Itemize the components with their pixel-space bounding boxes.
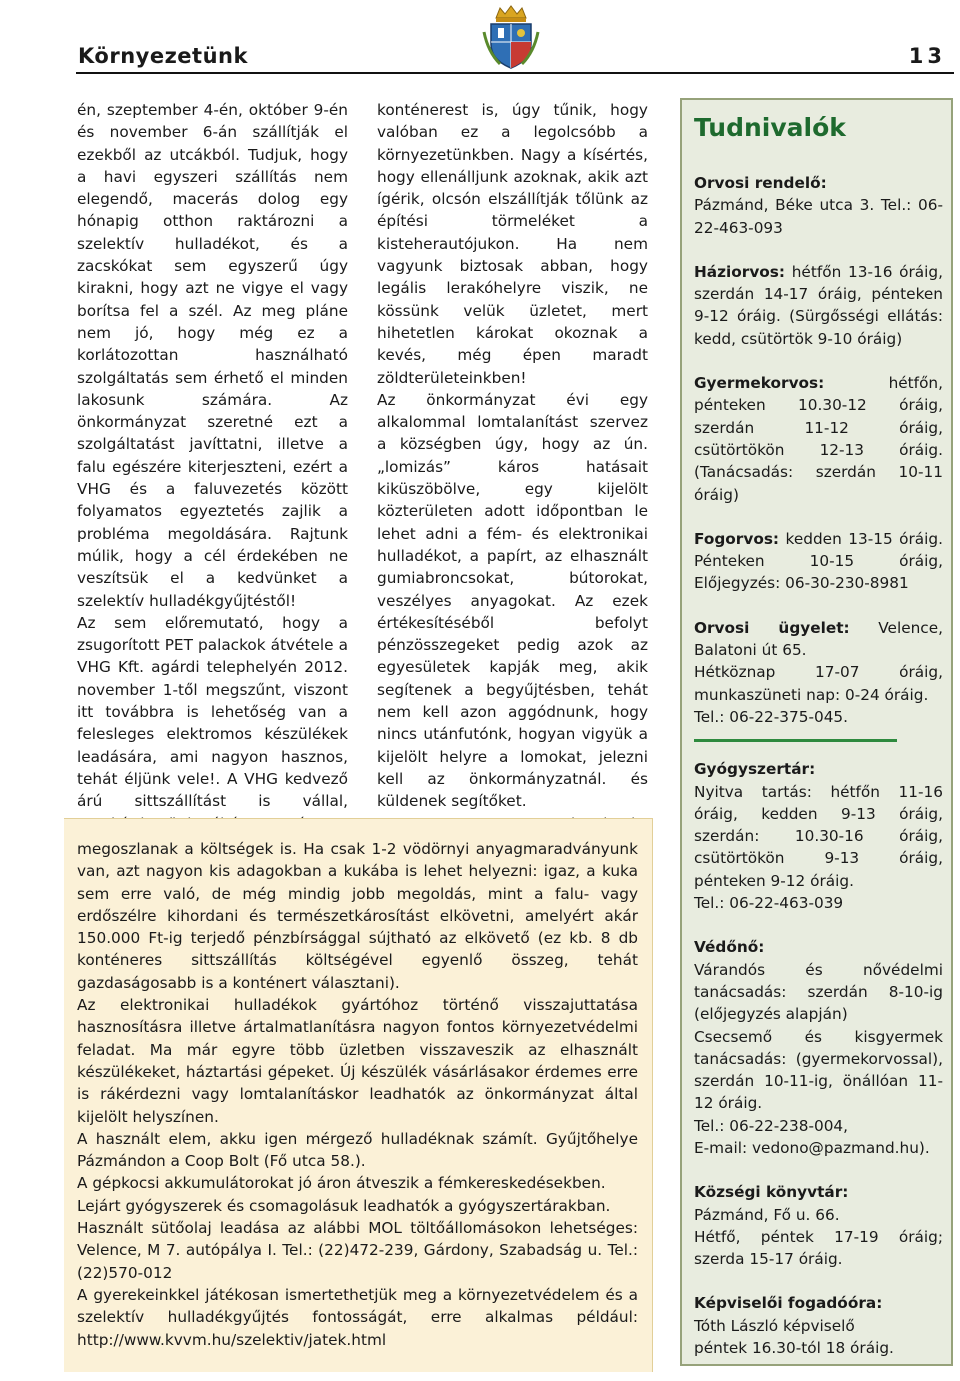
info-entry-dentist bbox=[694, 528, 943, 595]
info-entry-nurse bbox=[694, 936, 943, 1159]
entry-label: Képviselői fogadóóra: bbox=[694, 1294, 883, 1313]
entry-text: E-mail: vedono@pazmand.hu). bbox=[694, 1138, 930, 1157]
sidebar-content bbox=[694, 172, 943, 1381]
info-entry-clinic bbox=[694, 172, 943, 239]
article-paragraph: A gyerekeinkkel játékosan ismertethetjük meg a környezetvédelem és a szelektív hulladékgyűjtés fontosságát, erre alkalmas például: http://www.kvvm.hu/szelektiv/jatek.html bbox=[77, 1285, 638, 1349]
header-rule bbox=[76, 72, 954, 74]
entry-text: Csecsemő és kisgyermek tanácsadás: (gyermekorvossal), szerdán 10-11-ig, önállóan 11-12 óráig. bbox=[694, 1027, 943, 1113]
entry-text: Velence, Balatoni út 65. bbox=[694, 618, 943, 660]
article-paragraph: Az sem előremutató, hogy a zsugorított PET palackok átvétele a VHG Kft. agárdi telephelyén 2012. november 1-től megszűnt, viszont itt továbbra is lehetőség van a felesleges elektromos készülékek leadására, ami nagyon hasznos, tehát éljünk vele!. A VHG kedvező árú sittszállítást is vállal, bbox=[77, 613, 348, 811]
entry-text: Pázmánd, Fő u. 66. bbox=[694, 1205, 840, 1224]
entry-text: kedden 13-15 óráig. Pénteken 10-15 óráig, Előjegyzés: 06-30-230-8981 bbox=[694, 529, 943, 593]
info-entry-gp bbox=[694, 261, 943, 350]
section-title: Környezetünk bbox=[78, 44, 248, 68]
entry-label: Községi könyvtár: bbox=[694, 1183, 849, 1202]
article-paragraph: Az elektronikai hulladékok gyártóhoz történő visszajuttatása hasznosításra illetve ártalmatlanításra nagyon fontos környezetvédelmi feladat. Ma már egyre több üzletben visszaveszik az elhasznált készülékeket, háztartási gépeket. Új készülék vásárlásakor érdemes erre is rákérdezni vagy lomtalanításkor leadhatók az önkormányzat által kijelölt helyszínen. bbox=[77, 996, 638, 1126]
entry-label: Védőnő: bbox=[694, 938, 765, 957]
entry-label: Gyógyszertár: bbox=[694, 760, 816, 779]
info-entry-pediatrician bbox=[694, 372, 943, 506]
entry-label: Gyermekorvos: bbox=[694, 374, 825, 393]
entry-text: Várandós és nővédelmi tanácsadás: szerdán 8-10-ig (előjegyzés alapján) bbox=[694, 960, 943, 1024]
entry-text: hétfőn, pénteken 10.30-12 óráig, szerdán 11-12 óráig, csütörtökön 12-13 óráig. (Tanácsadás: szerdán 10-11 óráig) bbox=[694, 374, 943, 504]
entry-text: Tel.: 06-22-375-045. bbox=[694, 707, 849, 726]
article-paragraph: Használt sütőolaj leadása az alábbi MOL töltőállomásokon lehetséges: Velence, M 7. autópálya I. Tel.: (22)472-239, Gárdony, Szabadság u. Tel.:(22)570-012 bbox=[77, 1219, 638, 1282]
entry-label: Fogorvos: bbox=[694, 529, 780, 548]
entry-label: Orvosi ügyelet: bbox=[694, 618, 850, 637]
article-paragraph: A használt elem, akku igen mérgező hulladéknak számít. Gyűjtőhelye Pázmándon a Coop Bolt (Fő utca 58.). bbox=[77, 1129, 638, 1171]
entry-label: Orvosi rendelő: bbox=[694, 174, 827, 192]
info-entry-library bbox=[694, 1181, 943, 1270]
article-paragraph: Az önkormányzat évi egy alkalommal lomtalanítást szervez a községben úgy, hogy az ún. „lomizás” káros hatásait kiküszöbölve, egy kijelölt közterületen adott időpontban le lehet adni a fém- és elektronikai hulladékot, a papírt, az elhasznált gumiabroncsokat, bútorokat, veszélyes anyagokat. Az ezek értékesítéséből befolyt pénzösszegeket pedig azok az egyesületek kapják meg, akik segítenek a begyűjtésben, tehát nem kell azon aggódnunk, hogy nincs utánfutónk, hogyan vigyük a kijelölt helyre a lomokat, jelezni kell az önkormányzatnál. és küldenek segítőket. bbox=[377, 390, 648, 811]
entry-text: Tel.: 06-22-463-039 bbox=[694, 894, 844, 913]
article-column-1 bbox=[77, 99, 348, 835]
entry-text: Tel.: 06-22-238-004, bbox=[694, 1116, 849, 1135]
continued-article-text bbox=[77, 838, 638, 1351]
entry-text: Hétfő, péntek 17-19 óráig; szerda 15-17 óráig. bbox=[694, 1227, 943, 1269]
entry-text: Hétköznap 17-07 óráig, munkaszüneti nap: 0-24 óráig. bbox=[694, 663, 943, 704]
entry-label: Háziorvos: bbox=[694, 262, 786, 281]
info-sidebar bbox=[680, 98, 953, 1366]
entry-text: Pázmánd, Béke utca 3. Tel.: 06-22-463-093 bbox=[694, 196, 943, 237]
info-entry-office-hours bbox=[694, 1292, 943, 1359]
article-paragraph: megoszlanak a költségek is. Ha csak 1-2 vödörnyi anyagmaradványunk van, azt nagyon kis adagokban a kukába is lehet helyezni: igaz, a kuka sem erre való, de még mindig jobb megoldás, mint a falu- vagy erdőszélre kihordani és természetkárosítást elkövetni, amelyért akár 150.000 Ft-ig terjedő pénzbírsággal sújtható az elkövető (ez kb. 8 db konténeres sittszállítás költségével egyenlő összeg, tehát gazdaságosabb is a konténert választani). bbox=[77, 840, 638, 992]
page-number: 13 bbox=[908, 44, 946, 68]
article-paragraph: konténerest is, úgy tűnik, hogy valóban ez a legolcsóbb a környezetünkben. Nagy a kísértés, hogy ellenálljunk azoknak, akik azt ígérik, olcsón elszállítják tőlünk az építési törmeléket a kisteherautójukon. Ha nem vagyunk biztosak abban, hogy legális lerakóhelyre viszik, ne kössünk velük üzletet, mert hihetetlen károkat okoznak a kevés, még épen maradt zöldterületeinkben! bbox=[377, 101, 648, 387]
entry-text: Tóth László képviselő bbox=[694, 1316, 855, 1335]
info-entry-pharmacy bbox=[694, 758, 943, 914]
article-paragraph: Lejárt gyógyszerek és csomagolásuk leadhatók a gyógyszertárakban. bbox=[77, 1196, 611, 1215]
info-entry-on-call bbox=[694, 617, 943, 728]
sidebar-title: Tudnivalók bbox=[694, 113, 846, 142]
entry-text: Nyitva tartás: hétfőn 11-16 óráig, kedden 9-13 óráig, szerdán: 10.30-16 óráig, csütörtökön 9-13 óráig, pénteken 9-12 óráig. bbox=[694, 782, 943, 890]
entry-text: hétfőn 13-16 óráig, szerdán 14-17 óráig, pénteken 9-12 óráig. (Sürgősségi ellátás: kedd, csütörtök 9-10 óráig) bbox=[694, 262, 943, 348]
entry-text: péntek 16.30-tól 18 óráig. bbox=[694, 1339, 894, 1358]
article-paragraph: A gépkocsi akkumulátorokat jó áron átveszik a fémkereskedésekben. bbox=[77, 1174, 606, 1193]
coat-of-arms-icon bbox=[482, 2, 540, 72]
section-divider bbox=[694, 739, 897, 742]
article-column-2 bbox=[377, 99, 648, 835]
article-paragraph: én, szeptember 4-én, október 9-én és november 6-án szállítják el ezekből az utcákból. Tudjuk, hogy a havi egyszeri szállítás nem elegendő, macerás dolog egy hónapig otthon raktározni a szelektív hulladékot, és a zacskókat sem egyszerű úgy kirakni, hogy azt ne vigye el vagy borítsa fel a szél. Az meg pláne nem jó, hogy még ez a korlátozottan használható szolgáltatás sem érhető el minden lakosunk számára. Az önkormányzat szeretné ezt a szolgáltatást javíttatni, illetve a falu egészére kiterjeszteni, ezért a VHG és a faluvezetés között folyamatos egyeztetés zajlik a probléma megoldására. Rajtunk múlik, hogy a cél érdekében ne veszítsük el a kedvünket a szelektív hulladékgyűjtéstől! bbox=[77, 101, 348, 610]
